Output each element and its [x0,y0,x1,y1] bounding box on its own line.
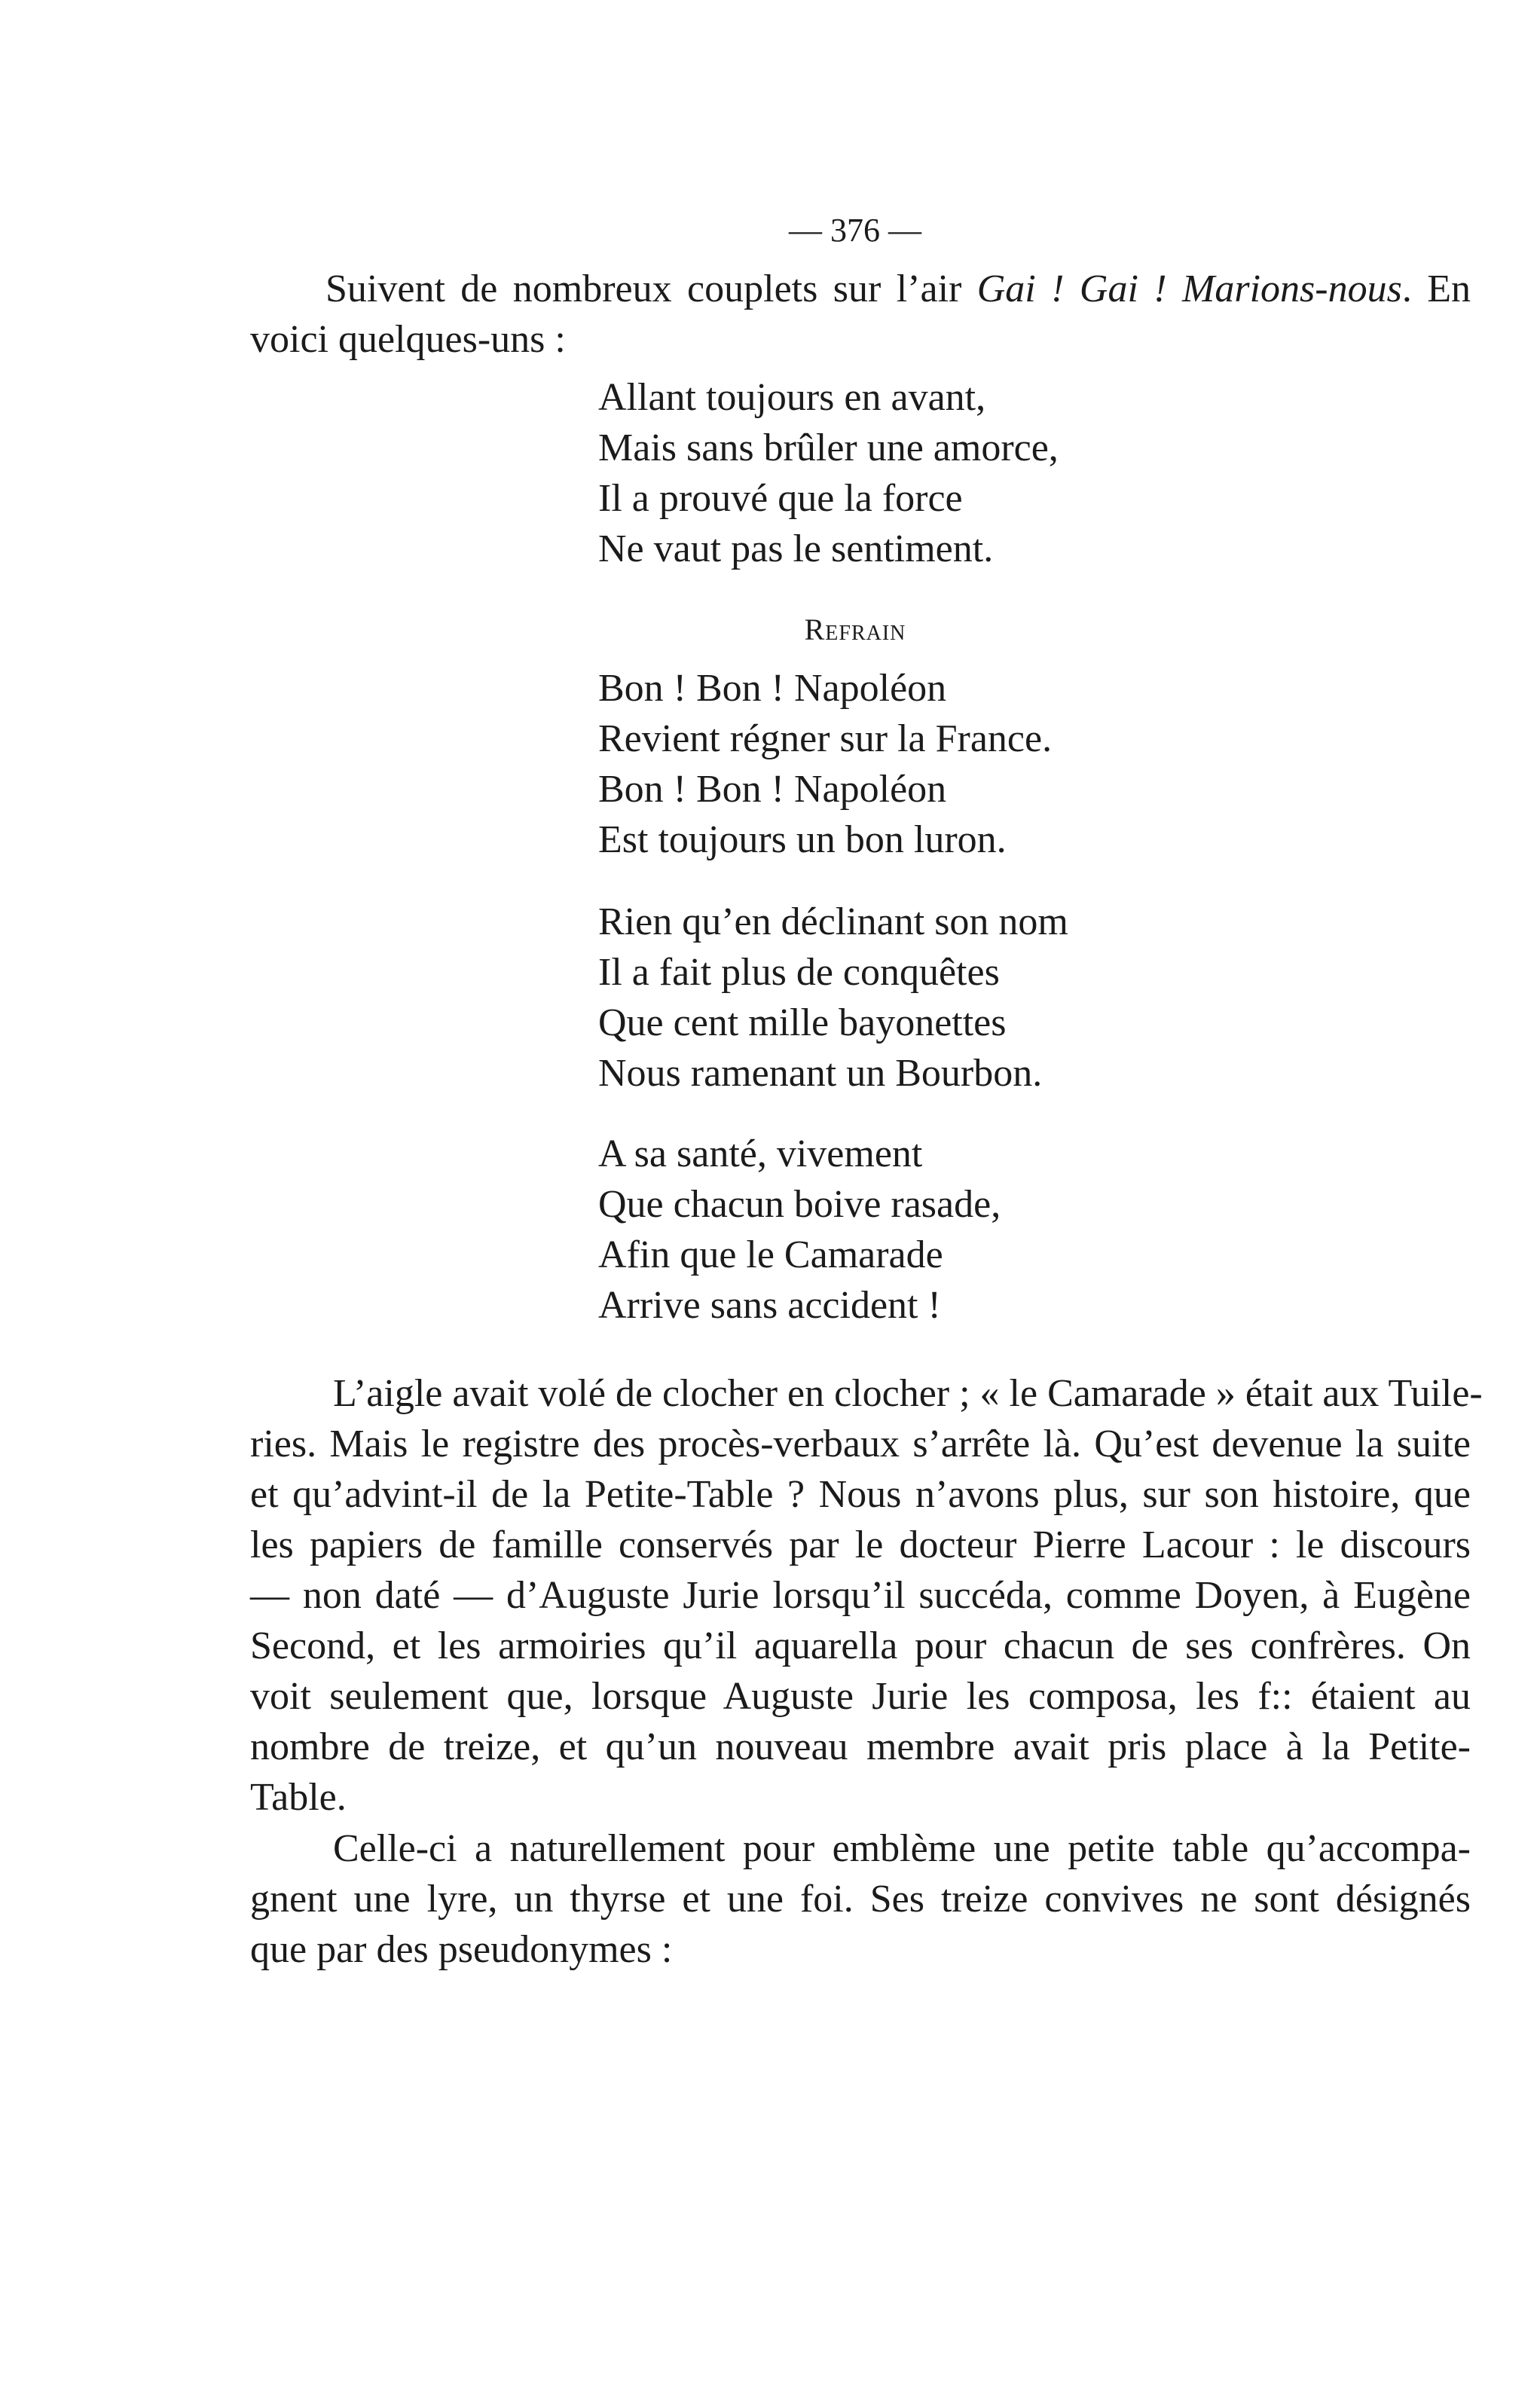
prose-line: ries. Mais le registre des procès-verbaux s’arrête là. Qu’est devenue la suite [250,1423,1471,1465]
verse-line: Allant toujours en avant, [598,376,986,419]
refrain-stanza [598,663,1052,865]
prose-line: les papiers de famille conservés par le docteur Pierre Lacour : le discours [250,1523,1471,1566]
intro-line-2: voici quelques-uns : [250,318,566,361]
prose-line: que par des pseudonymes : [250,1928,673,1971]
verse-line: Mais sans brûler une amorce, [598,426,1059,469]
verse-line: Arrive sans accident ! [598,1284,941,1327]
stanza-3 [598,897,1068,1099]
song-title: Gai ! Gai ! Marions-nous [976,267,1402,310]
verse-line: Bon ! Bon ! Napoléon [598,768,947,811]
intro-line-1 [250,264,1471,314]
stanza-1 [598,372,1059,574]
prose-line: nombre de treize, et qu’un nouveau membre avait pris place à la Petite- [250,1725,1471,1768]
verse-line: Rien qu’en déclinant son nom [598,900,1068,943]
prose-line: Table. [250,1776,347,1819]
verse-line: Est toujours un bon luron. [598,818,1007,861]
stanza-4 [598,1129,1001,1331]
intro-paragraph [250,264,1471,365]
prose-line: L’aigle avait volé de clocher en clocher ; « le Camarade » était aux Tuile- [333,1372,1483,1415]
paragraph-3 [250,1823,1471,1975]
verse-line: Ne vaut pas le sentiment. [598,527,994,570]
verse-line: Que chacun boive rasade, [598,1183,1001,1226]
verse-line: Afin que le Camarade [598,1233,943,1276]
prose-line: gnent une lyre, un thyrse et une foi. Ses treize convives ne sont désignés [250,1878,1471,1921]
refrain-heading: Refrain [804,613,906,646]
prose-line: voit seulement que, lorsque Auguste Jurie les composa, les f:: étaient au [250,1675,1471,1718]
paragraph-2 [250,1368,1483,1823]
page-number: — 376 — [789,212,921,249]
verse-line: Il a fait plus de conquêtes [598,951,1000,994]
prose-line: et qu’advint-il de la Petite-Table ? Nous n’avons plus, sur son histoire, que [250,1473,1471,1516]
verse-line: Il a prouvé que la force [598,477,963,520]
prose-line: Celle-ci a naturellement pour emblème une petite table qu’accompa- [333,1827,1471,1870]
prose-line: Second, et les armoiries qu’il aquarella pour chacun de ses confrères. On [250,1624,1471,1667]
verse-line: Bon ! Bon ! Napoléon [598,667,947,710]
prose-line: — non daté — d’Auguste Jurie lorsqu’il succéda, comme Doyen, à Eugène [250,1574,1471,1617]
verse-line: A sa santé, vivement [598,1132,923,1175]
intro-line-1-text: Suivent de nombreux couplets sur l’air [325,267,977,310]
verse-line: Que cent mille bayonettes [598,1001,1007,1044]
intro-line-1-end: . En [1401,267,1471,310]
verse-line: Revient régner sur la France. [598,717,1053,760]
verse-line: Nous ramenant un Bourbon. [598,1052,1043,1095]
